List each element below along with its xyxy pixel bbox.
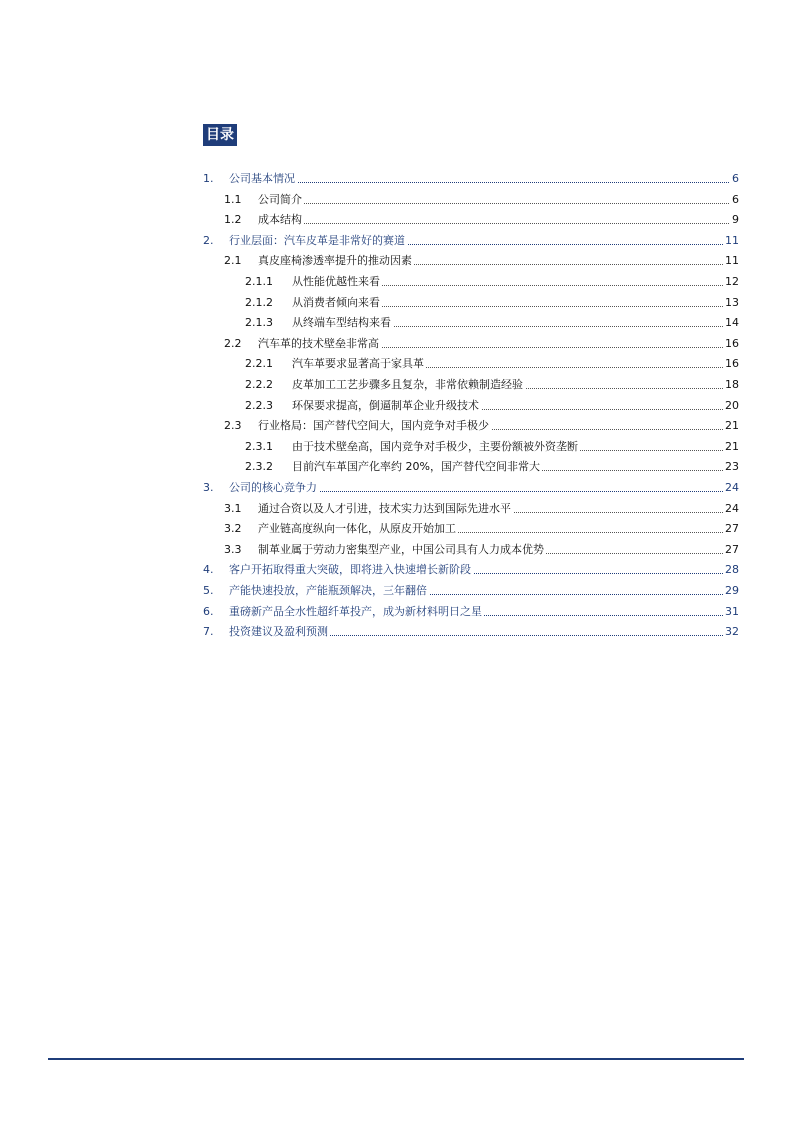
toc-entry-number: 1.2 bbox=[224, 213, 242, 227]
toc-entry[interactable] bbox=[0, 252, 793, 270]
toc-entry-label: 重磅新产品全水性超纤革投产，成为新材料明日之星 bbox=[229, 603, 484, 621]
toc-entry-number: 2.1.2 bbox=[245, 295, 273, 309]
toc-entry-number: 2.2.2 bbox=[245, 378, 273, 391]
toc-entry[interactable] bbox=[0, 603, 793, 621]
toc-entry-label: 成本结构 bbox=[258, 211, 304, 229]
toc-entry-label: 产业链高度纵向一体化，从原皮开始加工 bbox=[258, 520, 458, 538]
toc-entry-number: 1.1 bbox=[224, 192, 242, 206]
toc-entry-page: 27 bbox=[723, 520, 739, 538]
toc-entry-page: 18 bbox=[723, 376, 739, 394]
toc-entry[interactable] bbox=[0, 397, 793, 415]
toc-entry-page: 24 bbox=[723, 500, 739, 518]
toc-entry-number: 7. bbox=[203, 625, 214, 639]
toc-entry-page: 16 bbox=[723, 335, 739, 353]
toc-leader-dots bbox=[229, 182, 739, 183]
toc-entry[interactable] bbox=[0, 335, 793, 353]
toc-entry[interactable] bbox=[0, 211, 793, 229]
toc-entry[interactable] bbox=[0, 541, 793, 559]
toc-entry-label: 从性能优越性来看 bbox=[292, 273, 382, 291]
toc-entry[interactable] bbox=[0, 170, 793, 188]
toc-entry[interactable] bbox=[0, 479, 793, 497]
toc-entry-label: 汽车革要求显著高于家具革 bbox=[292, 355, 426, 373]
toc-entry-page: 14 bbox=[723, 314, 739, 332]
toc-entry-label: 环保要求提高，倒逼制革企业升级技术 bbox=[292, 397, 481, 415]
toc-entry[interactable] bbox=[0, 561, 793, 579]
toc-entry[interactable] bbox=[0, 458, 793, 476]
toc-entry-label: 汽车革的技术壁垒非常高 bbox=[258, 335, 381, 353]
toc-entry-page: 27 bbox=[723, 541, 739, 559]
toc-entry[interactable] bbox=[0, 500, 793, 518]
toc-entry-label: 皮革加工工艺步骤多且复杂，非常依赖制造经验 bbox=[292, 376, 525, 394]
toc-entry-number: 4. bbox=[203, 563, 214, 577]
toc-entry[interactable] bbox=[0, 273, 793, 291]
toc-entry-label: 从消费者倾向来看 bbox=[292, 294, 382, 312]
toc-entry-label: 行业层面：汽车皮革是非常好的赛道 bbox=[229, 232, 407, 250]
toc-entry-label: 行业格局：国产替代空间大，国内竞争对手极少 bbox=[258, 417, 491, 435]
toc-entry-page: 11 bbox=[723, 232, 739, 250]
toc-entry[interactable] bbox=[0, 623, 793, 641]
toc-entry-number: 2.2.3 bbox=[245, 398, 273, 412]
toc-entry-page: 9 bbox=[730, 211, 739, 229]
toc-entry-label: 真皮座椅渗透率提升的推动因素 bbox=[258, 252, 414, 270]
toc-entry-number: 2.1.3 bbox=[245, 316, 273, 330]
toc-entry-label: 投资建议及盈利预测 bbox=[229, 623, 330, 641]
toc-entry-label: 从终端车型结构来看 bbox=[292, 314, 393, 332]
toc-entry-label: 公司简介 bbox=[258, 191, 304, 209]
toc-entry-page: 31 bbox=[723, 603, 739, 621]
toc-entry-page: 13 bbox=[723, 294, 739, 312]
toc-entry-label: 产能快速投放，产能瓶颈解决，三年翻倍 bbox=[229, 582, 429, 600]
toc-entry-number: 1. bbox=[203, 172, 214, 185]
toc-entry-number: 5. bbox=[203, 584, 214, 597]
toc-entry-page: 11 bbox=[723, 252, 739, 270]
toc-entry-page: 6 bbox=[730, 170, 739, 188]
toc-entry-page: 20 bbox=[723, 397, 739, 415]
toc-entry-number: 6. bbox=[203, 604, 214, 618]
toc-entry-number: 3.1 bbox=[224, 501, 242, 515]
toc-entry-page: 23 bbox=[723, 458, 739, 476]
toc-entry[interactable] bbox=[0, 582, 793, 600]
toc-entry-label: 通过合资以及人才引进，技术实力达到国际先进水平 bbox=[258, 500, 513, 518]
toc-entry-label: 由于技术壁垒高，国内竞争对手极少，主要份额被外资垄断 bbox=[292, 438, 580, 456]
toc-entry-number: 2.3.1 bbox=[245, 439, 273, 453]
toc-entry-page: 6 bbox=[730, 191, 739, 209]
toc-entry-number: 2. bbox=[203, 233, 214, 247]
toc-entry-label: 公司的核心竞争力 bbox=[229, 479, 319, 497]
toc-entry[interactable] bbox=[0, 438, 793, 456]
toc-title: 目录 bbox=[203, 124, 237, 146]
toc-entry-page: 28 bbox=[723, 561, 739, 579]
toc-entry-label: 制革业属于劳动力密集型产业，中国公司具有人力成本优势 bbox=[258, 541, 546, 559]
toc-entry-number: 2.1 bbox=[224, 254, 242, 268]
toc-entry[interactable] bbox=[0, 294, 793, 312]
toc-entry-page: 32 bbox=[723, 623, 739, 641]
toc-entry-number: 3.3 bbox=[224, 542, 242, 556]
toc-entry-number: 2.2 bbox=[224, 336, 242, 350]
toc-leader-dots bbox=[258, 223, 739, 224]
toc-entry[interactable] bbox=[0, 520, 793, 538]
toc-entry[interactable] bbox=[0, 191, 793, 209]
toc-leader-dots bbox=[258, 203, 739, 204]
toc-entry[interactable] bbox=[0, 376, 793, 394]
toc-entry-number: 2.3 bbox=[224, 419, 242, 433]
toc-entry-number: 3.2 bbox=[224, 522, 242, 536]
toc-entry-page: 16 bbox=[723, 355, 739, 373]
toc-entry-label: 公司基本情况 bbox=[229, 170, 297, 188]
toc-entry-page: 12 bbox=[723, 273, 739, 291]
toc-entry-page: 21 bbox=[723, 438, 739, 456]
toc-entry-number: 3. bbox=[203, 481, 214, 494]
toc-entry-page: 24 bbox=[723, 479, 739, 497]
toc-entry-page: 21 bbox=[723, 417, 739, 435]
toc-entry[interactable] bbox=[0, 355, 793, 373]
toc-entry-number: 2.1.1 bbox=[245, 275, 273, 288]
toc-entry-number: 2.3.2 bbox=[245, 460, 273, 474]
toc-entry-number: 2.2.1 bbox=[245, 357, 273, 371]
toc-entry-page: 29 bbox=[723, 582, 739, 600]
toc-entry[interactable] bbox=[0, 232, 793, 250]
toc-entry[interactable] bbox=[0, 417, 793, 435]
footer-rule bbox=[48, 1058, 744, 1060]
toc-entry[interactable] bbox=[0, 314, 793, 332]
toc-entry-label: 客户开拓取得重大突破，即将进入快速增长新阶段 bbox=[229, 561, 473, 579]
toc-entry-label: 目前汽车革国产化率约 20%，国产替代空间非常大 bbox=[292, 458, 542, 476]
